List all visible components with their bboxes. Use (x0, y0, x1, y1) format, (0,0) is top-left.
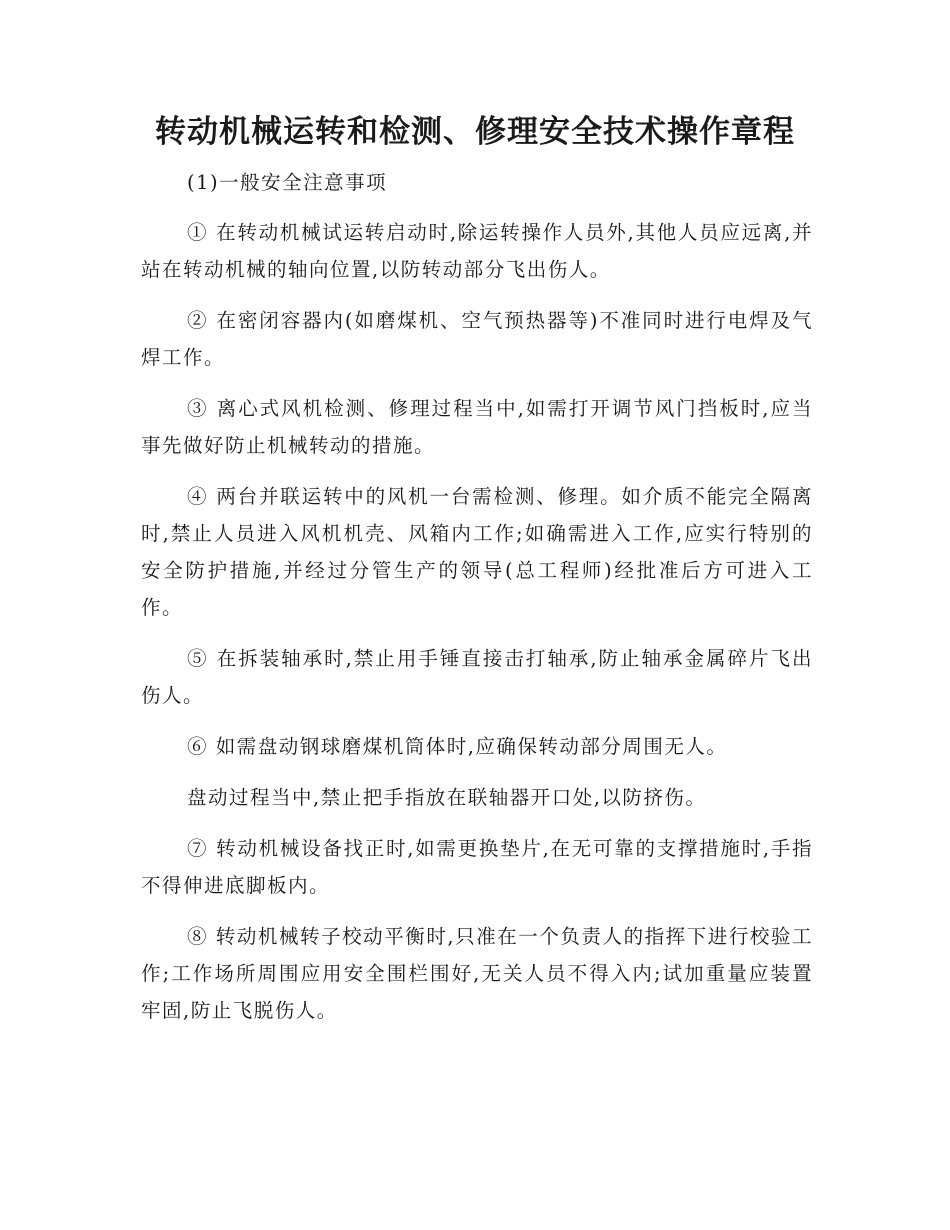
paragraph-1: ① 在转动机械试运转启动时,除运转操作人员外,其他人员应远离,并站在转动机械的轴向位置,以防转动部分飞出伤人。 (141, 221, 813, 281)
paragraph-3: ③ 离心式风机检测、修理过程当中,如需打开调节风门挡板时,应当事先做好防止机械转动的措施。 (141, 397, 813, 457)
paragraph-6: ⑥ 如需盘动钢球磨煤机筒体时,应确保转动部分周围无人。 (187, 735, 728, 758)
document-title: 转动机械运转和检测、修理安全技术操作章程 (155, 114, 795, 150)
paragraph-7: ⑦ 转动机械设备找正时,如需更换垫片,在无可靠的支撑措施时,手指不得伸进底脚板内。 (141, 837, 813, 897)
paragraph-5: ⑤ 在拆装轴承时,禁止用手锤直接击打轴承,防止轴承金属碎片飞出伤人。 (141, 647, 813, 707)
document-body (141, 164, 813, 1043)
section-heading: (1)一般安全注意事项 (187, 171, 388, 194)
paragraph-4: ④ 两台并联运转中的风机一台需检测、修理。如介质不能完全隔离时,禁止人员进入风机机壳、风箱内工作;如确需进入工作,应实行特别的安全防护措施,并经过分管生产的领导(总工程师)经批准后方可进入工作。 (141, 485, 813, 619)
paragraph-8: ⑧ 转动机械转子校动平衡时,只准在一个负责人的指挥下进行校验工作;工作场所周围应用安全围栏围好,无关人员不得入内;试加重量应装置牢固,防止飞脱伤人。 (141, 925, 813, 1022)
paragraph-6-continued: 盘动过程当中,禁止把手指放在联轴器开口处,以防挤伤。 (187, 786, 707, 809)
paragraph-2: ② 在密闭容器内(如磨煤机、空气预热器等)不准同时进行电焊及气焊工作。 (141, 309, 813, 369)
